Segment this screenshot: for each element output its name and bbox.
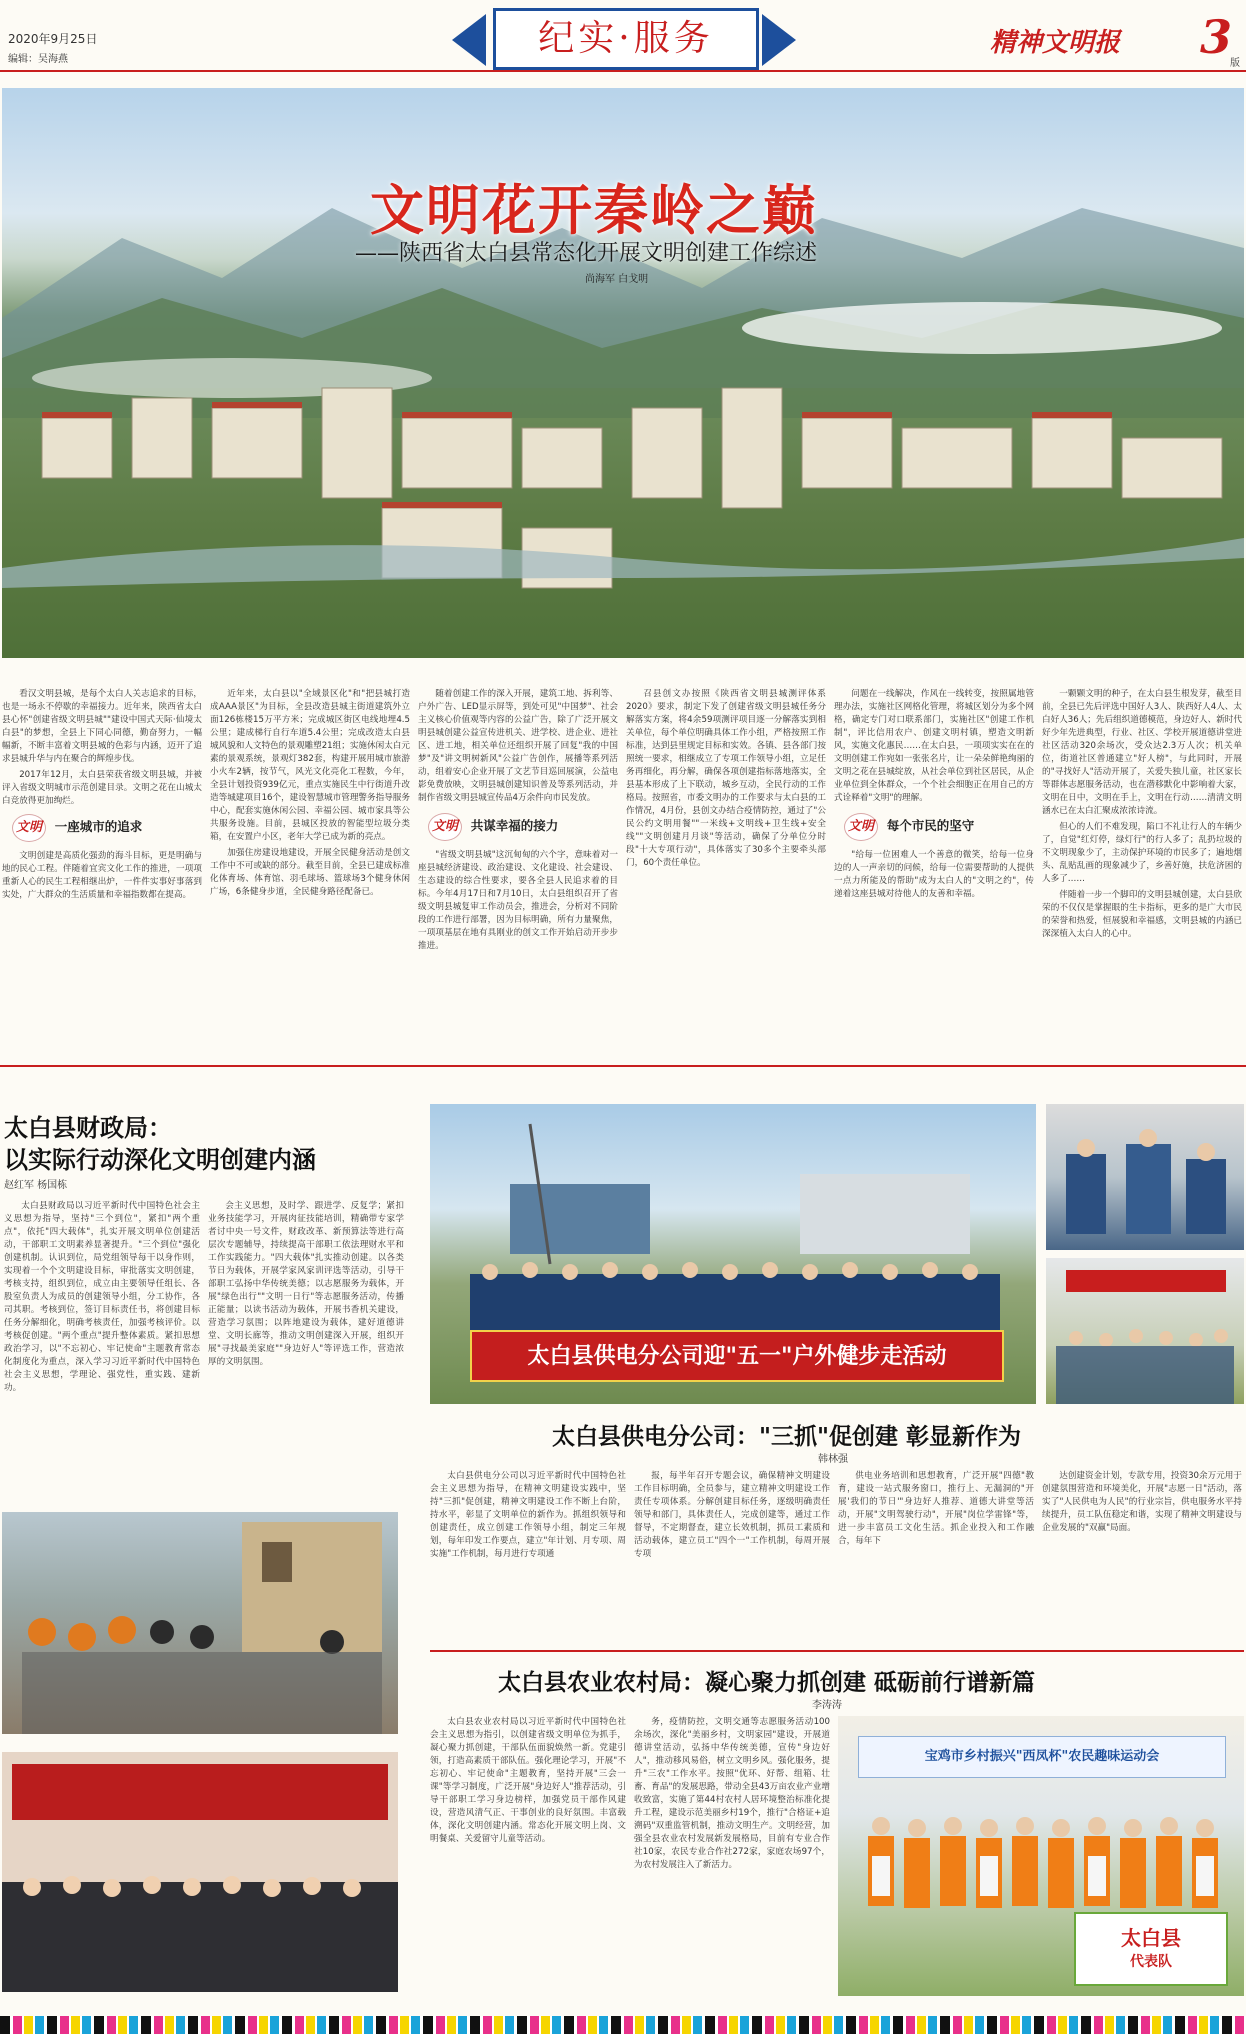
finance-title-2: 以实际行动深化文明创建内涵 — [4, 1145, 316, 1174]
finance-photo-drill — [2, 1512, 398, 1734]
power-photo-top-right — [1046, 1104, 1244, 1250]
lead-subhead-1: 文明 一座城市的追求 — [12, 814, 202, 842]
power-photo-group — [430, 1104, 1036, 1404]
masthead — [0, 0, 1246, 74]
finance-title-1: 太白县财政局： — [4, 1113, 172, 1142]
power-photo-banner: 太白县供电分公司迎"五一"户外健步走活动 — [470, 1330, 1004, 1382]
power-byline: 韩林强 — [818, 1454, 848, 1465]
agri-photo-sports-meet — [838, 1716, 1244, 1996]
lead-col-3: 随着创建工作的深入开展，建筑工地、拆利等、户外广告、LED显示屏等，到处可见"中国梦"、社会主义核心价值观等内容的公益广告，除了广泛开展文明县城创建公益宣传进机关、进学校、进企业、进社区、进工地，相关单位还组织开展了回复"我的中国梦"及"讲文明树新风"公益广告创作，展播等系列活动，组着安心企业开展了文艺节目巡回展演，公益电影免费放映，文明县城创建知识普及等系列活动，并制作省级文明县城宣传品4万余件向市民发放。 文明 共谋幸福的接力 "省级文明县城"这沉甸甸的六个字，意味着对一座县城经济建设、政治建设、文化建设、社会建设、生态建设的综合性要求，要各全县人民追求着的目标。今年4月17日和7月10日，太白县组织召开了省级文明县城复审工作动员会，推进会，分析对不同阶段的工作进行部署，因为目标明确，所有力量聚焦，一项项基层在地有具刚业的创文工作开始启动开步步推进。 — [418, 689, 618, 951]
agri-col-2: 务，疫情防控，文明交通等志愿服务活动100余场次，深化"美丽乡村，文明家园"建设，开展道德讲堂活动，弘扬中华传统美德，宣传"身边好人"，推动移风易俗，树立文明乡风。强化服务，提升"三农"工作水平。按照"优环、好帮、组箱、壮畜、育品"的发展思路，带动全县43万亩农业产业增收致富，实施了第44村农村人居环境整治标准化提升工程，建设示范美丽乡村19个，推行"合格证+追溯码"双重监管机制，推动文明生产。文明经营，加强全县农业农村发展新发展格局，目前有专业合作社10家，农民专业合作社272家，家庭农场97个，为农村发展注入了新活力。 — [634, 1717, 830, 1870]
lead-subhead-3: 文明 每个市民的坚守 — [844, 813, 1034, 841]
issue-date: 2020年9月25日 — [8, 32, 98, 46]
lead-subtitle: ——陕西省太白县常态化开展文明创建工作综述 — [355, 241, 818, 266]
power-photo-bottom-right — [1046, 1258, 1244, 1404]
lead-title: 文明花开秦岭之巅 — [370, 178, 818, 242]
page-number: 3 — [1200, 10, 1233, 64]
finance-photo-drill-scene — [2, 1512, 398, 1734]
agri-col-1: 太白县农业农村局以习近平新时代中国特色社会主义思想为指引，以创建省级文明单位为抓手，凝心聚力抓创建，干部队伍面貌焕然一新。党建引领，打造高素质干部队伍。强化理论学习，开展"不忘初心、牢记使命"主题教育，坚持开展"三会一课"等学习制度，广泛开展"身边好人"推荐活动，引导干部职工学习身边榜样，加强党员干部作风建设，营造风清气正、干事创业的良好氛围。丰富载体，深化文明创建内涵。常态化开展文明上岗、文明餐桌、关爱留守儿童等活动。 — [430, 1717, 626, 1844]
power-col-2: 报，每半年召开专题会议，确保精神文明建设工作目标明确，全员参与，建立精神文明建设工作责任专项体系。分解创建目标任务，逐级明确责任领导和部门，具体责任人，完成创建等，通过工作督导，不定期督查，建立长效机制，抓员工素质和活动载体，建立员工"四个一"工作机制，每周开展专项 — [634, 1471, 830, 1559]
power-title: 太白县供电分公司："三抓"促创建 彰显新作为 — [552, 1423, 1021, 1450]
agri-divider — [430, 1650, 1244, 1652]
lead-subhead-2: 文明 共谋幸福的接力 — [428, 813, 618, 841]
agri-photo-banner: 宝鸡市乡村振兴"西凤杯"农民趣味运动会 — [858, 1736, 1226, 1778]
header-rule — [0, 70, 1246, 72]
agri-team-sign: 太白县 代表队 — [1074, 1912, 1228, 1986]
finance-byline: 赵红军 杨国栋 — [4, 1180, 68, 1191]
power-photo-bottom-right-scene — [1046, 1258, 1244, 1404]
power-col-4: 达创建资金计划，专款专用，投资30余万元用于创建氛围营造和环境美化，开展"志愿一日"活动，落实了"人民供电为人民"的行业宗旨，供电服务水平持续提升，员工队伍稳定和谐，实现了精神文明建设与企业发展的"双赢"局面。 — [1042, 1471, 1242, 1533]
section-arrow-right — [762, 14, 796, 66]
power-col-3: 供电业务培训和思想教育，广泛开展"四德"教育，建设一站式服务窗口，推行上、无漏洞的"开展'我们的节日'"身边好人推荐、道德大讲堂等活动，开展"文明驾驶行动"，开展"岗位学雷锋"等，进一步丰富员工文化生活。抓企业投入和工作融合，每年下 — [838, 1471, 1034, 1546]
lead-col-4: 召县创文办按照《陕西省文明县城测评体系2020》要求，制定下发了创建省级文明县城任务分解落实方案，将4余59项测评项目逐一分解落实到相关单位，每个单位明确具体工作小组，严格按照工作标准，达到县里规定目标和实效。各镇、县各部门按照统一要求，相继成立了专项工作领导小组，立足任务再细化，再分解，确保各项创建指标落地落实，全县基本形成了上下联动，城乡互动，全民行动的工作格局。按照省，市委文明办的工作要求与太白县的工作情况，4月份，县创文办结合疫情防控，通过了"公民公约文明用餐""一米线+文明线+卫生线+安全线""文明创建月月谈"等活动，确保了分单位分时段"十大专项行动"，具体落实了30多个主要牵头部门，60个责任单位。 — [626, 689, 826, 868]
lead-col-2: 近年来，太白县以"全域景区化"和"把县城打造成AAA景区"为目标，全县改造县城主街道建筑外立面126栋楼15万平方米；完成城区街区电线地埋4.5公里；建成梯行自行车道5.4公里；完成改造太白县城风貌和人文特色的景观雕塑21组；实施休闲太白元素的景观系统，景观灯382套，构建开展用城市旅游小火车2辆，按节气，风光文化亮化工程数，今年，全县计划投资939亿元，重点实施民生中行街道升改造等城建项目16个，建设智慧城市管理警务指导服务中心，配套实施休闲公园、幸福公园、城市家具等公共服务设施。目前，县城区投放的智能型垃圾分类箱，在安置户小区，老年大学已成为新的亮点。 加强住房建设地建设，开展全民健身活动是创文工作中不可或缺的部分。截至目前，全县已建成标准化体育场、体育馆、羽毛球场、篮球场3个健身休闲广场，6条健身步道，全民健身路径配备已。 — [210, 689, 410, 897]
editor-credit: 编辑：吴海燕 — [8, 54, 68, 65]
page-unit: 版 — [1230, 58, 1240, 69]
agri-byline: 李涛涛 — [812, 1700, 842, 1711]
lead-col-1: 看汉文明县城，是每个太白人关志追求的目标，也是一场永不停歇的幸福接力。近年来，陕西省太白县心怀"创建省级文明县城""建设中国式天际·仙境太白县"的梦想，全县上下同心同德，勤奋努力，一幅幅新，不断丰富着文明县城的色彩与内涵，迈开了追求县城升华与内在聚合的辉煌步伐。 2017年12月，太白县荣获省级文明县城，并被评入省级文明城市示范创建目录。文明之花在山城太白竞放得更加绚烂。 文明 一座城市的追求 文明创建是高质化强劲的海斗目标，更是明确与地的民心工程。伴随着宜宾文化工作的推进，一项项重新人心的民生工程相继出炉，一件件实事好事落到实处，广大群众的生活质量和幸福指数都在提高。 — [2, 689, 202, 900]
finance-col-2: 会主义思想，及时学、跟进学、反复学；紧扣业务技能学习，开展肉征技能培训，精确带专家学者讨中央一号文件，财政改革、新预算法等进行高层次专题辅导，持续提高干部职工依法理财水平和工作实践能力。"四大载体"扎实推动创建。以各类节日为载体，开展学家风家训评选等活动，引导干部职工弘扬中华传统美德；以志愿服务为载体，开展"绿色出行""文明一日行"等志愿服务活动，传播正能量；以读书活动为载体，开展书香机关建设，营造学习氛围；以阵地建设为载体，建好道德讲堂、文明长廊等，推动文明创建深入开展，组织开展"寻找最美家庭""身边好人"等评选工作，营造浓厚的文明氛围。 — [208, 1201, 404, 1367]
finance-photo-union-event — [2, 1752, 398, 1992]
agri-title: 太白县农业农村局：凝心聚力抓创建 砥砺前行谱新篇 — [498, 1669, 1036, 1696]
union-event-scene — [2, 1752, 398, 1992]
section-arrow-left — [452, 14, 486, 66]
lead-col-6: 一颗颗文明的种子，在太白县生根发芽，截至目前，全县已先后评选中国好人3人、陕西好人4人、太白好人36人；先后组织道德模范，身边好人、新时代好少年先进典型，行业、社区、学校开展道德讲堂进社区活动320余场次，受众达2.3万人次；机关单位，街道社区普通建立"好人榜"，与此同时，开展的"寻找好人"活动开展了，关爱失独儿童，社区家长等群体志愿服务活动，也在潜移默化中影响着大家，文明在日中，文明在手上，文明在行动……清清文明涵水已在太白汇聚成浓浓诗流。 但心的人们不难发现，陷口不礼让行人的车辆少了，自觉"红灯停，绿灯行"的行人多了；乱扔垃圾的不文明现象少了，主动保护环境的市民多了；遍地烟头、乱贴乱画的现象减少了，乡善好施，扶危济困的人多了…… 伴随着一步一个脚印的文明县城创建，太白县欣荣的不仅仅是掌握眼的生卡指标，更多的是广大市民的荣誉和热爱，恒展貌和幸福感，文明县城的内涵已深深植入太白人的心中。 — [1042, 689, 1242, 939]
finance-col-1: 太白县财政局以习近平新时代中国特色社会主义思想为指导，坚持"三个到位"，紧扣"两个重点"，依托"四大载体"，扎实开展文明单位创建活动，干部职工文明素养显著提升。"三个到位"强化创建机制。认识到位，局党组领导每干以身作则，实现着一个个文明建设目标，审批落实文明创建，考核支持，组织到位，成立由主要领导任组长、各股室负责人为成员的创建领导小组，分工协作，各司其职。考核到位，签订目标责任书，将创建目标任务分解细化，明确考核责任，加强考核评价。以考核促创建。"两个重点"提升整体素质。紧扣思想政治学习，以"不忘初心、牢记使命"主题教育常态化制度化为重点，深入学习习近平新时代中国特色社会主义思想，学理论、强党性，重实践、建新功。 — [4, 1201, 200, 1393]
power-col-1: 太白县供电分公司以习近平新时代中国特色社会主义思想为指导，在精神文明建设实践中，坚持"三抓"促创建，精神文明建设工作不断上台阶，持水平，彰显了文明单位的新作为。抓组织领导和创建责任，成立创建工作领导小组，制定三年规划，每年印发工作要点，建立"年计划、月专项、周实施"工作机制，每月进行专项通 — [430, 1471, 626, 1559]
section-title-box — [493, 8, 759, 70]
section-divider — [0, 1065, 1246, 1067]
section-title: 纪实·服务 — [538, 18, 714, 59]
paper-name: 精神文明报 — [990, 28, 1121, 58]
power-photo-top-right-scene — [1046, 1104, 1244, 1250]
lead-byline: 尚海军 白戈明 — [585, 274, 649, 285]
lead-col-5: 问题在一线解决，作风在一线转变，按照属地管理办法，实施社区网格化管理，将城区划分为多个网格，确定专门对口联系部门，实施社区"创建工作机制"，评比信用农户、创建文明村镇，塑造文明新风，实施文化惠民……在太白县，一项项实实在在的文明创建工作宛如一张张名片，让一朵朵鲜艳绚丽的文明之花在县城绽放，从社会单位到社区居民，从企业单位到全体群众，一个个社会细胞正在用自己的方式诠释着"文明"的理解。 文明 每个市民的坚守 "给每一位困难人一个善意的微笑，给每一位身边的人一声亲切的问候，给每一位需要帮助的人提供一点力所能及的帮助"成为太白人的"文明之约"，传递着这座县城对待他人的友善和幸福。 — [834, 689, 1034, 899]
registration-color-bar — [0, 2016, 1246, 2034]
